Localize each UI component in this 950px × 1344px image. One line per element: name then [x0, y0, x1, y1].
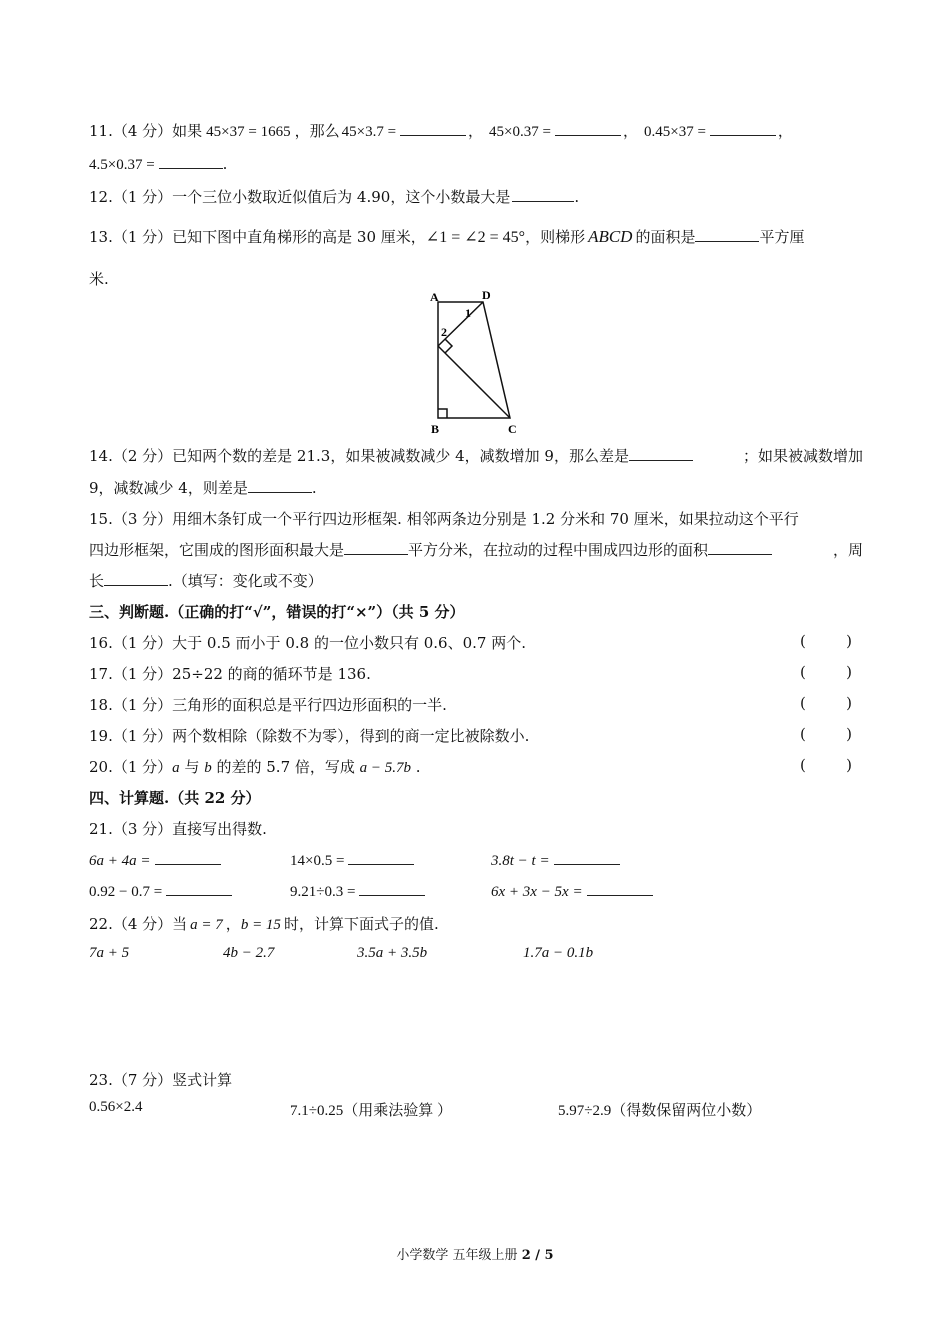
label-c: C — [508, 422, 517, 436]
q11-blank-3[interactable] — [710, 121, 776, 136]
q21-item-5 — [290, 881, 425, 901]
q14-line2 — [89, 477, 317, 498]
paren-close: ) — [846, 725, 852, 743]
q11-sep-2: ， — [622, 122, 638, 140]
q13-text-a: 13.（1 分）已知下图中直角梯形的高是 30 厘米， — [89, 228, 426, 246]
q11-expr-1: 45×3.7 = — [341, 124, 397, 140]
q20-end: . — [411, 758, 421, 776]
q12-end: . — [574, 188, 580, 206]
judge-18-text: 18.（1 分）三角形的面积总是平行四边形面积的一半. — [89, 696, 447, 714]
q22-cond-a: a = 7 — [190, 917, 223, 933]
trapezoid-figure — [420, 288, 530, 436]
q11-blank-4[interactable] — [159, 154, 223, 169]
q21-item-3 — [491, 850, 620, 870]
q20-var-a: a — [172, 760, 180, 776]
q15-text-f: .（填写：变化或不变） — [168, 572, 323, 590]
q21-expr-5: 9.21÷0.3 = — [290, 884, 356, 900]
q13-angle-condition: ∠1 = ∠2 = 45° — [425, 229, 526, 246]
q21-item-2 — [290, 850, 414, 870]
q11-sep-1: ， — [468, 122, 484, 140]
q21-expr-3: 3.8t − t = — [491, 853, 550, 869]
judge-19-answer[interactable] — [800, 725, 852, 743]
q13-blank[interactable] — [695, 227, 759, 242]
q20-head: 20.（1 分） — [89, 758, 173, 776]
q11-end: . — [222, 155, 228, 173]
q21-blank-3[interactable] — [554, 850, 620, 865]
right-angle-mark-b — [438, 409, 447, 418]
q20-var-b: b — [204, 760, 212, 776]
q21-expr-4: 0.92 − 0.7 = — [89, 884, 163, 900]
judge-18-answer[interactable] — [800, 694, 852, 712]
q21-item-6 — [491, 881, 653, 901]
q21-expr-2: 14×0.5 = — [290, 853, 345, 869]
q15-text-c: 平方分米，在拉动的过程中围成四边形的面积 — [408, 541, 709, 559]
q22-expr-2: 4b − 2.7 — [223, 945, 275, 961]
page-number: 2 / 5 — [521, 1248, 554, 1263]
q14-end: . — [311, 479, 317, 497]
q14-line1 — [89, 445, 863, 466]
q21-blank-1[interactable] — [155, 850, 221, 865]
q15-text-e: 长 — [89, 572, 105, 590]
paren-close: ) — [846, 663, 852, 681]
q14-text-a: 14.（2 分）已知两个数的差是 21.3，如果被减数减少 4，减数增加 9，那么差是 — [89, 447, 629, 465]
q15-line3 — [89, 570, 323, 591]
q20-mid-1: 与 — [179, 758, 205, 776]
q22-text-b: ， — [225, 915, 241, 933]
paren-open: ( — [800, 756, 806, 774]
q11-line1 — [89, 120, 793, 141]
q21-expr-6: 6x + 3x − 5x = — [491, 884, 583, 900]
q21-title: 21.（3 分）直接写出得数. — [89, 820, 267, 838]
judge-17-text: 17.（1 分）25÷22 的商的循环节是 136. — [89, 665, 371, 683]
judge-17-answer[interactable] — [800, 663, 852, 681]
q22-item-4 — [523, 943, 593, 962]
q12-line — [89, 186, 579, 207]
q22-cond-b: b = 15 — [240, 917, 281, 933]
judge-20-answer[interactable] — [800, 756, 852, 774]
q21-item-4 — [89, 881, 232, 901]
segment-e-c — [438, 346, 510, 418]
q23-item-3: 5.97÷2.9（得数保留两位小数） — [558, 1103, 762, 1119]
section-4-title: 四、计算题.（共 22 分） — [89, 789, 261, 807]
q13-text-c: 的面积是 — [635, 228, 696, 246]
q12-text: 12.（1 分）一个三位小数取近似值后为 4.90，这个小数最大是 — [89, 188, 511, 206]
q13-text-d: 平方厘 — [759, 228, 805, 246]
paren-open: ( — [800, 632, 806, 650]
judge-16-text: 16.（1 分）大于 0.5 而小于 0.8 的一位小数只有 0.6、0.7 两个. — [89, 634, 526, 652]
q14-blank-1[interactable] — [629, 446, 693, 461]
q11-line2 — [89, 154, 227, 174]
right-angle-mark-e — [445, 339, 452, 353]
q11-sep-3: ， — [777, 122, 793, 140]
section-3-title: 三、判断题.（正确的打“√”，错误的打“×”）（共 5 分） — [89, 603, 465, 621]
q15-blank-1[interactable] — [344, 540, 408, 555]
page-footer — [0, 1244, 950, 1263]
judge-19-text: 19.（1 分）两个数相除（除数不为零），得到的商一定比被除数小. — [89, 727, 530, 745]
q21-expr-1: 6a + 4a = — [89, 853, 151, 869]
judge-16-answer[interactable] — [800, 632, 852, 650]
label-angle-1: 1 — [465, 306, 471, 320]
q21-blank-4[interactable] — [166, 881, 232, 896]
q23-item-2: 7.1÷0.25（用乘法验算 ） — [290, 1103, 452, 1119]
q22-text-c: 时，计算下面式子的值. — [283, 915, 439, 933]
footer-text: 小学数学 五年级上册 — [396, 1248, 522, 1263]
label-a: A — [430, 290, 439, 304]
q21-blank-2[interactable] — [348, 850, 414, 865]
paren-open: ( — [800, 725, 806, 743]
q11-given-equation: 45×37 = 1665 — [206, 124, 291, 140]
q20-expression: a − 5.7b — [359, 760, 412, 776]
q15-blank-3[interactable] — [104, 571, 168, 586]
q11-expr-2: 45×0.37 = — [489, 124, 551, 140]
q13-abcd: ABCD — [588, 227, 633, 246]
q22-item-1 — [89, 943, 129, 962]
label-b: B — [431, 422, 440, 436]
q22-expr-1: 7a + 5 — [89, 945, 130, 961]
label-angle-2: 2 — [441, 325, 447, 339]
q14-blank-2[interactable] — [248, 478, 312, 493]
q22-expr-3: 3.5a + 3.5b — [357, 945, 428, 961]
paren-open: ( — [800, 663, 806, 681]
q11-expr-4: 4.5×0.37 = — [89, 157, 155, 173]
label-d: D — [482, 288, 491, 302]
q14-text-c: 9，减数减少 4，则差是 — [89, 479, 248, 497]
q22-item-2 — [223, 943, 274, 962]
q22-item-3 — [357, 943, 427, 962]
q15-text-b: 四边形框架，它围成的图形面积最大是 — [89, 541, 345, 559]
q15-line1 — [89, 508, 863, 529]
q21-blank-5[interactable] — [359, 881, 425, 896]
paren-close: ) — [846, 632, 852, 650]
q13-text-b: ，则梯形 — [525, 228, 586, 246]
judge-20-text — [89, 756, 421, 777]
q22-text-a: 22.（4 分）当 — [89, 915, 188, 933]
q20-mid-2: 的差的 5.7 倍，写成 — [211, 758, 360, 776]
q23-item-1: 0.56×2.4 — [89, 1099, 143, 1115]
trapezoid-outline — [438, 302, 510, 418]
q11-then: ，那么 — [294, 122, 340, 140]
q21-item-1 — [89, 850, 221, 870]
q21-blank-6[interactable] — [587, 881, 653, 896]
q13-line2 — [89, 268, 109, 289]
q15-text-a: 15.（3 分）用细木条钉成一个平行四边形框架. 相邻两条边分别是 1.2 分米和 70 厘米，如果拉动这个平行 — [89, 510, 799, 528]
q23-title: 23.（7 分）竖式计算 — [89, 1071, 233, 1089]
paren-close: ) — [846, 694, 852, 712]
q22-expr-4: 1.7a − 0.1b — [523, 945, 594, 961]
paren-close: ) — [846, 756, 852, 774]
q11-expr-3: 0.45×37 = — [643, 124, 706, 140]
paren-open: ( — [800, 694, 806, 712]
q15-line2 — [89, 539, 863, 560]
q11-blank-2[interactable] — [555, 121, 621, 136]
q11-blank-1[interactable] — [400, 121, 466, 136]
q12-blank[interactable] — [512, 187, 574, 202]
q13-line1 — [89, 226, 805, 247]
q11-head: 11.（4 分）如果 — [89, 122, 203, 140]
q15-blank-2[interactable] — [708, 540, 772, 555]
q15-text-d: ，周 — [832, 541, 863, 559]
q13-text-e: 米. — [89, 270, 109, 288]
q14-text-b: ；如果被减数增加 — [742, 447, 863, 465]
q22-title — [89, 913, 439, 934]
